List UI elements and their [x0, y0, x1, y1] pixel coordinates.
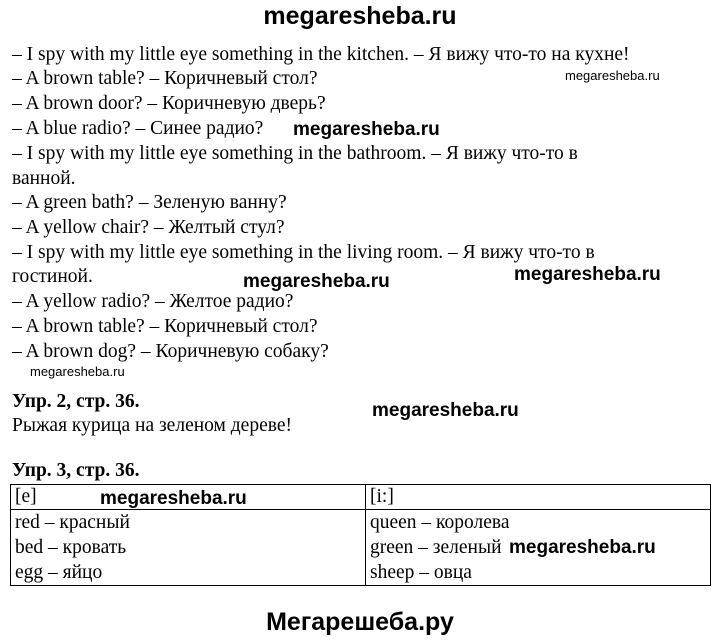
- watermark-small: megaresheba.ru: [30, 364, 125, 379]
- word-entry: egg – яйцо: [15, 562, 103, 583]
- watermark-mid: megaresheba.ru: [372, 400, 519, 421]
- watermark-mid: megaresheba.ru: [293, 119, 440, 140]
- table-header-e: [e]: [11, 485, 366, 510]
- exercise-3-heading: Упр. 3, стр. 36.: [12, 460, 140, 481]
- word-entry: queen – королева: [370, 512, 510, 533]
- dialogue-line: – A brown table? – Коричневый стол?: [12, 316, 318, 337]
- exercise-2-text: Рыжая курица на зеленом дереве!: [12, 415, 292, 436]
- dialogue-line: – A brown table? – Коричневый стол?: [12, 68, 318, 89]
- dialogue-line: – A yellow radio? – Желтое радио?: [12, 291, 294, 312]
- dialogue-line: – A brown dog? – Коричневую собаку?: [12, 341, 329, 362]
- word-entry: red – красный: [15, 512, 130, 533]
- table-cell: [11, 510, 366, 586]
- dialogue-line: – I spy with my little eye something in the bathroom. – Я вижу что-то в: [12, 143, 578, 164]
- dialogue-line: ванной.: [12, 168, 76, 189]
- dialogue-line: – A blue radio? – Синее радио?: [12, 118, 264, 139]
- dialogue-line: – I spy with my little eye something in the living room. – Я вижу что-то в: [12, 242, 595, 263]
- watermark-mid: megaresheba.ru: [100, 488, 247, 509]
- watermark-bottom: Мегарешеба.ру: [266, 608, 454, 636]
- dialogue-line: – A yellow chair? – Желтый стул?: [12, 217, 285, 238]
- watermark-mid: megaresheba.ru: [514, 264, 661, 285]
- watermark-mid: megaresheba.ru: [243, 271, 390, 292]
- dialogue-line: – A brown door? – Коричневую дверь?: [12, 93, 326, 114]
- dialogue-line: гостиной.: [12, 266, 93, 287]
- dialogue-line: – I spy with my little eye something in the kitchen. – Я вижу что-то на кухне!: [12, 44, 630, 65]
- watermark-small: megaresheba.ru: [565, 68, 660, 83]
- watermark-top: megaresheba.ru: [263, 2, 457, 30]
- word-entry: green – зеленый: [370, 537, 502, 558]
- watermark-mid: megaresheba.ru: [509, 537, 656, 558]
- dialogue-line: – A green bath? – Зеленую ванну?: [12, 192, 287, 213]
- table-header-i: [i:]: [366, 485, 711, 510]
- word-entry: bed – кровать: [15, 537, 127, 558]
- word-entry: sheep – овца: [370, 562, 472, 583]
- exercise-2-heading: Упр. 2, стр. 36.: [12, 391, 140, 412]
